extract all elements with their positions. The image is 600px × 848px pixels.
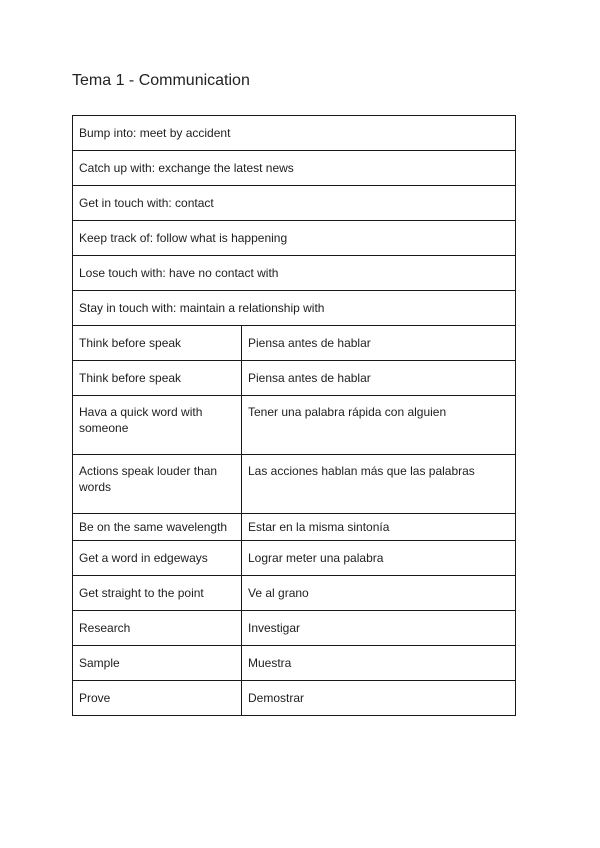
table-row bbox=[73, 361, 516, 396]
table-row bbox=[73, 396, 516, 455]
spanish-cell: Estar en la misma sintonía bbox=[242, 514, 516, 541]
spanish-cell: Piensa antes de hablar bbox=[242, 326, 516, 361]
english-cell: Actions speak louder than words bbox=[73, 455, 242, 514]
spanish-cell: Lograr meter una palabra bbox=[242, 541, 516, 576]
table-row bbox=[73, 186, 516, 221]
page-title: Tema 1 - Communication bbox=[72, 72, 250, 89]
table-row bbox=[73, 514, 516, 541]
table-row bbox=[73, 291, 516, 326]
definition-cell: Lose touch with: have no contact with bbox=[73, 256, 516, 291]
spanish-cell: Tener una palabra rápida con alguien bbox=[242, 396, 516, 455]
table-row bbox=[73, 541, 516, 576]
definition-cell: Get in touch with: contact bbox=[73, 186, 516, 221]
table-row bbox=[73, 221, 516, 256]
spanish-cell: Piensa antes de hablar bbox=[242, 361, 516, 396]
table-row bbox=[73, 455, 516, 514]
spanish-cell: Muestra bbox=[242, 646, 516, 681]
english-cell: Hava a quick word with someone bbox=[73, 396, 242, 455]
english-cell: Get straight to the point bbox=[73, 576, 242, 611]
english-cell: Research bbox=[73, 611, 242, 646]
english-cell: Get a word in edgeways bbox=[73, 541, 242, 576]
table-row bbox=[73, 256, 516, 291]
definition-cell: Catch up with: exchange the latest news bbox=[73, 151, 516, 186]
vocabulary-table bbox=[72, 115, 516, 716]
english-cell: Be on the same wavelength bbox=[73, 514, 242, 541]
definition-cell: Keep track of: follow what is happening bbox=[73, 221, 516, 256]
definition-cell: Stay in touch with: maintain a relationship with bbox=[73, 291, 516, 326]
table-row bbox=[73, 646, 516, 681]
table-row bbox=[73, 681, 516, 716]
table-row bbox=[73, 576, 516, 611]
english-cell: Think before speak bbox=[73, 326, 242, 361]
table-row bbox=[73, 326, 516, 361]
spanish-cell: Investigar bbox=[242, 611, 516, 646]
spanish-cell: Las acciones hablan más que las palabras bbox=[242, 455, 516, 514]
english-cell: Prove bbox=[73, 681, 242, 716]
definition-cell: Bump into: meet by accident bbox=[73, 116, 516, 151]
spanish-cell: Demostrar bbox=[242, 681, 516, 716]
table-row bbox=[73, 116, 516, 151]
spanish-cell: Ve al grano bbox=[242, 576, 516, 611]
english-cell: Sample bbox=[73, 646, 242, 681]
table-row bbox=[73, 611, 516, 646]
english-cell: Think before speak bbox=[73, 361, 242, 396]
table-row bbox=[73, 151, 516, 186]
